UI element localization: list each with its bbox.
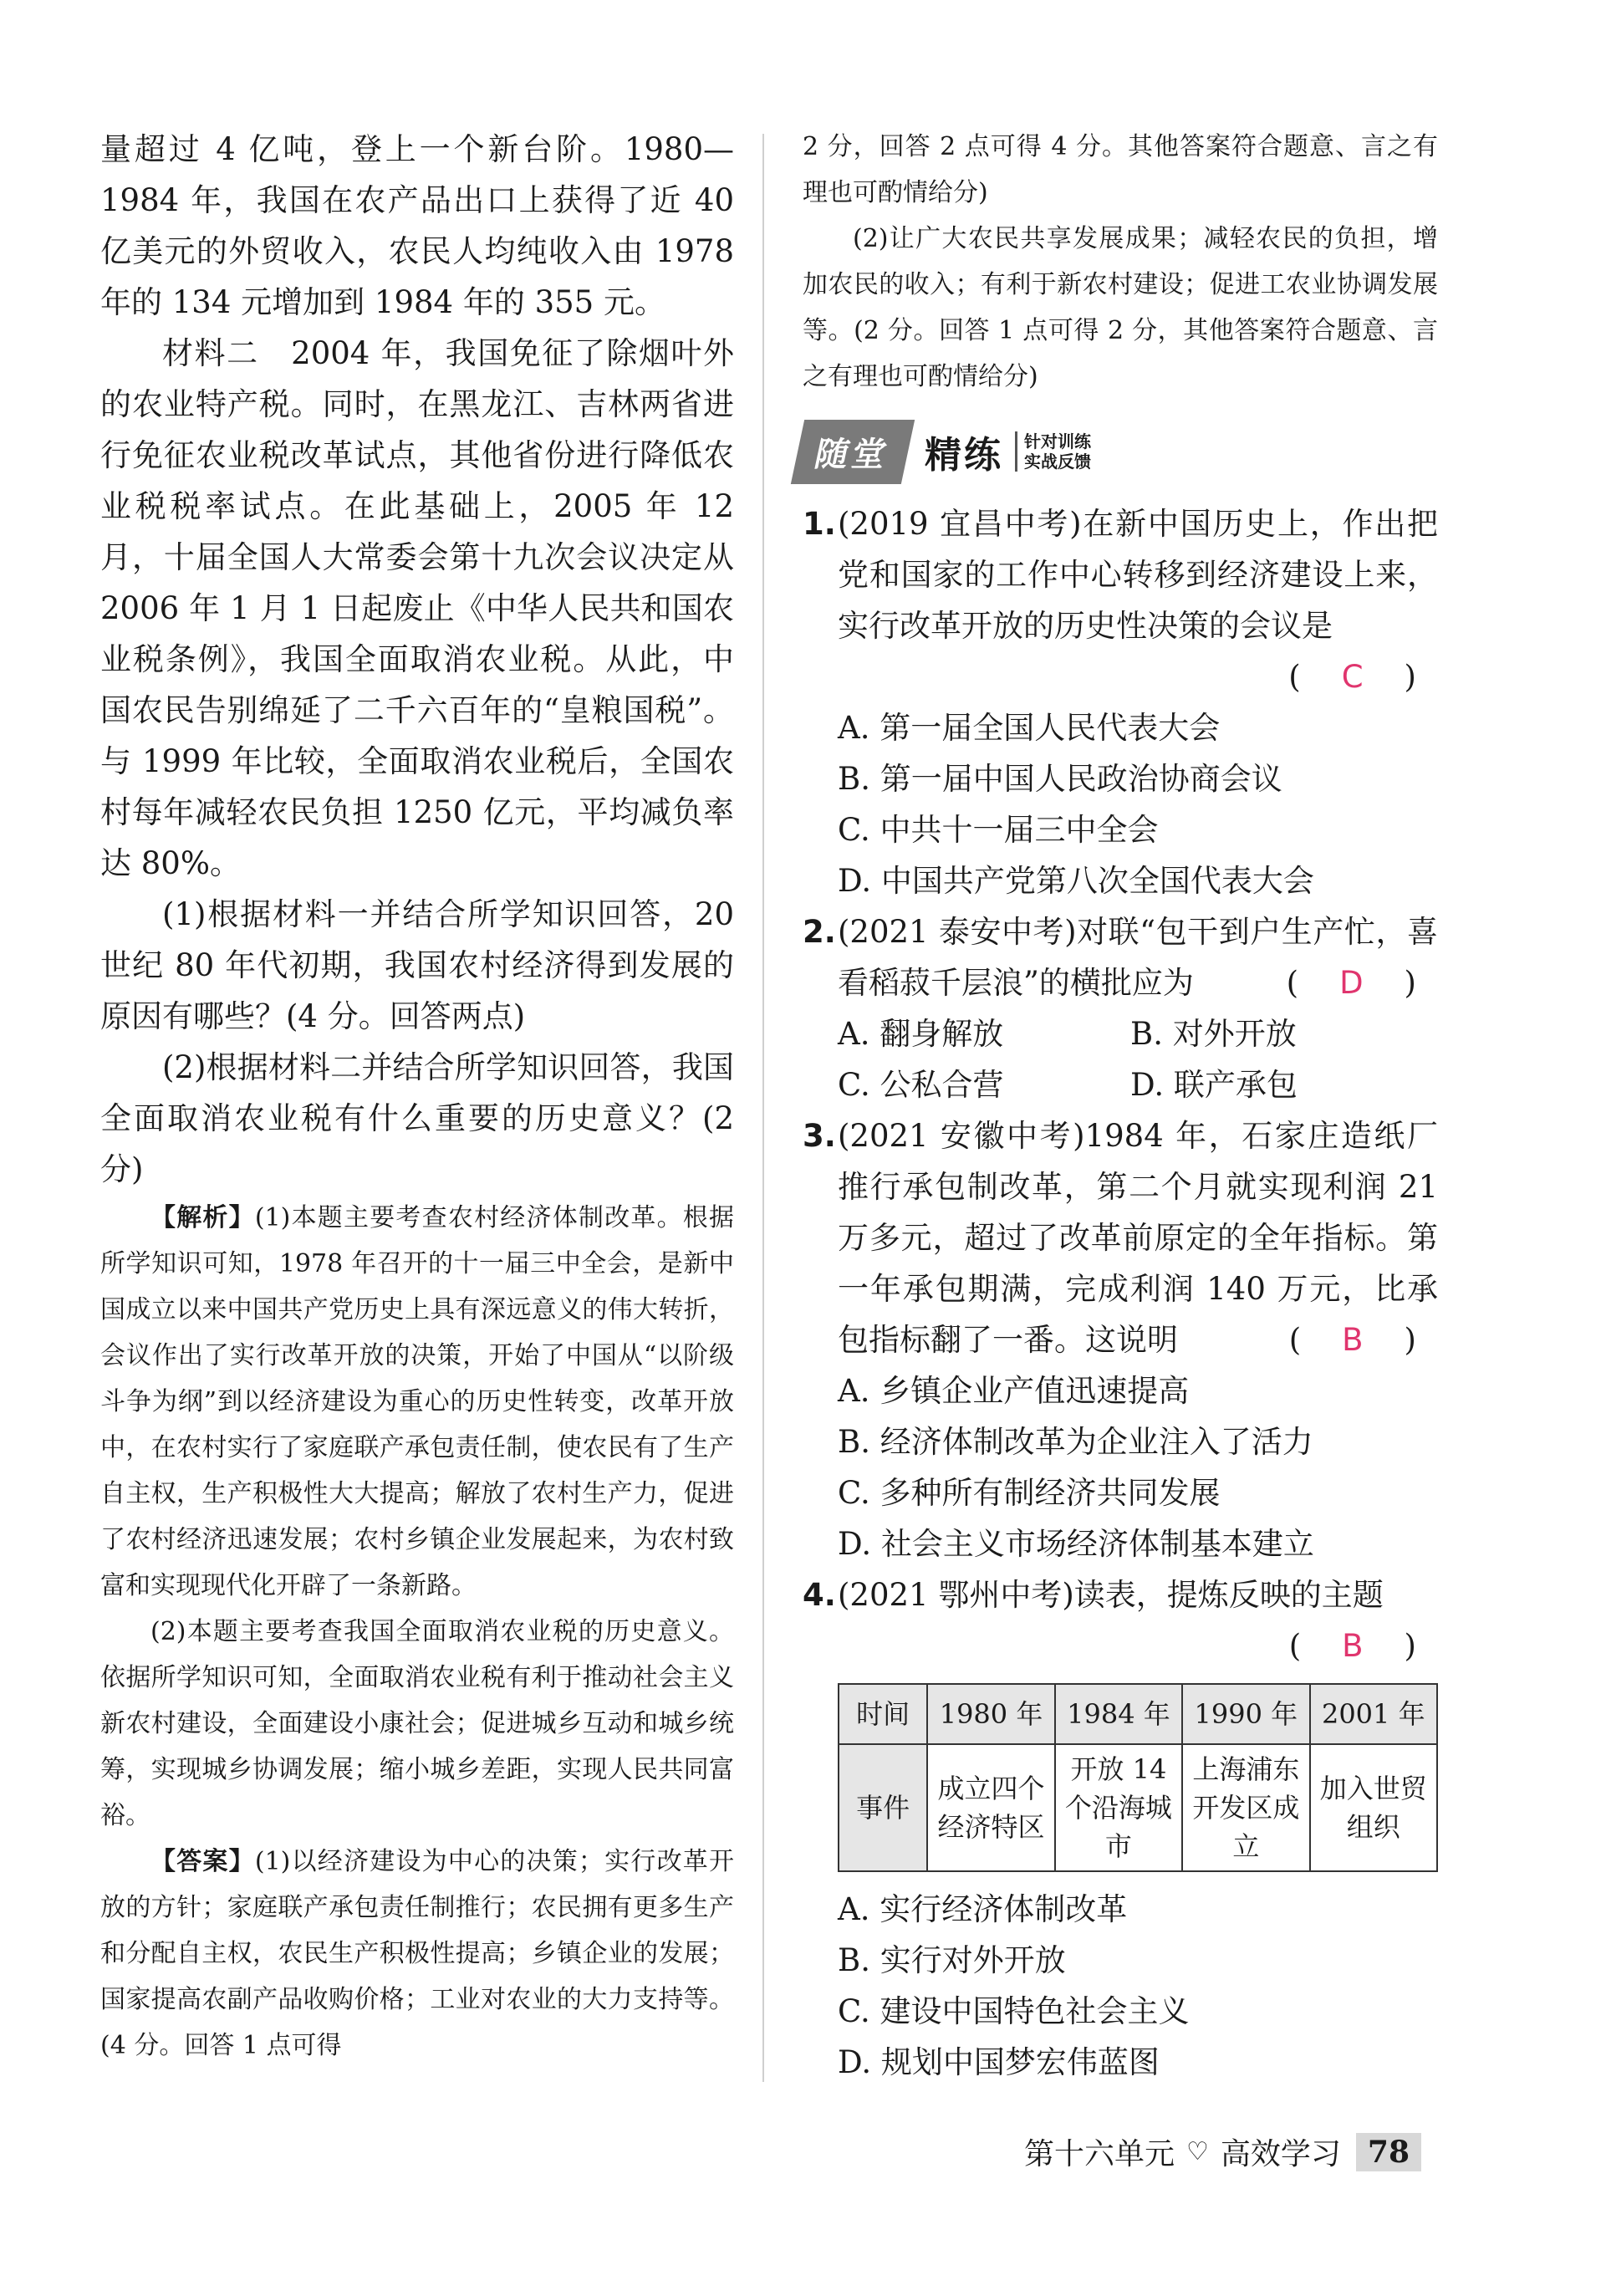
mcq-1 (803, 498, 1438, 651)
table-row (839, 1744, 1437, 1871)
section-banner (798, 416, 1438, 487)
mcq-1-number: 1. (803, 506, 836, 542)
answer-paragraph-1 (100, 1839, 734, 2069)
footer-unit: 第十六单元 (1023, 2137, 1175, 2171)
banner-sub-2: 实战反馈 (1024, 452, 1091, 472)
mcq-4-answer: ( B ) (1288, 1628, 1421, 1664)
mcq-3-option-d: D. 社会主义市场经济体制基本建立 (838, 1526, 1314, 1562)
mcq-2-option-c: C. 公私合营 (838, 1067, 1004, 1103)
table-year-1980: 1980 年 (927, 1684, 1054, 1744)
answer-text-1: (1)以经济建设为中心的决策；实行改革开放的方针；家庭联产承包责任制推行；农民拥有更多生产和分配自主权，农民生产积极性提高；乡镇企业的发展；国家提高农副产品收购价格；工业对农业的大力支持等。(4 分。回答 1 点可得 (100, 1847, 734, 2060)
analysis-text-1: (1)本题主要考查农村经济体制改革。根据所学知识可知，1978 年召开的十一届三中全会，是新中国成立以来中国共产党历史上具有深远意义的伟大转折，会议作出了实行改革开放的决策，开始了中国从“以阶级斗争为纲”到以经济建设为重心的历史性转变，改革开放中，在农村实行了家庭联产承包责任制，使农民有了生产自主权，生产积极性大大提高；解放了农村生产力，促进了农村经济迅速发展；农村乡镇企业发展起来，为农村致富和实现现代化开辟了一条新路。 (100, 1203, 734, 1600)
page-footer (1024, 2130, 1421, 2173)
analysis-tag: 【解析】 (150, 1203, 255, 1232)
mcq-1-option-d: D. 中国共产党第八次全国代表大会 (838, 863, 1314, 899)
mcq-2-number: 2. (803, 914, 836, 950)
mcq-3 (803, 1110, 1438, 1365)
mcq-1-answer-letter: C (1341, 659, 1369, 695)
mcq-3-stem: (2021 安徽中考)1984 年，石家庄造纸厂推行承包制改革，第二个月就实现利润 21 万多元，超过了改革前原定的全年指标。第一年承包期满，完成利润 140 万元，比承包指标翻了一番。这说明 (838, 1118, 1438, 1358)
mcq-1-stem: (2019 宜昌中考)在新中国历史上，作出把党和国家的工作中心转移到经济建设上来，实行改革开放的历史性决策的会议是 (838, 506, 1438, 644)
mcq-3-number: 3. (803, 1118, 836, 1154)
mcq-1-option-b: B. 第一届中国人民政治协商会议 (838, 761, 1282, 797)
mcq-2 (803, 906, 1438, 1008)
mcq-2-answer: ( D ) (1286, 965, 1421, 1001)
footer-label: 高效学习 (1220, 2137, 1341, 2171)
banner-subtitle (1015, 431, 1091, 472)
material-one-tail: 量超过 4 亿吨，登上一个新台阶。1980—1984 年，我国在农产品出口上获得了近 40 亿美元的外贸收入，农民人均纯收入由 1978 年的 134 元增加到 1984 年的 355 元。 (100, 131, 734, 320)
banner-sub-1: 针对训练 (1024, 431, 1091, 452)
mcq-1-answer: ( C ) (1288, 659, 1421, 695)
heart-icon: ♡ (1185, 2137, 1209, 2166)
table-row (839, 1684, 1437, 1744)
mcq-4-option-b: B. 实行对外开放 (838, 1942, 1066, 1978)
banner-title-2: 精练 (925, 434, 1003, 477)
mcq-2-option-d: D. 联产承包 (1130, 1067, 1298, 1103)
question-2: (2)根据材料二并结合所学知识回答，我国全面取消农业税有什么重要的历史意义？(2 分) (100, 1049, 734, 1187)
mcq-1-option-c: C. 中共十一届三中全会 (838, 812, 1159, 848)
analysis-paragraph-1 (100, 1195, 734, 1609)
table-row-label-event: 事件 (839, 1744, 927, 1871)
answer-1-tail: 2 分，回答 2 点可得 4 分。其他答案符合题意、言之有理也可酌情给分) (803, 132, 1438, 207)
mcq-4-option-d: D. 规划中国梦宏伟蓝图 (838, 2044, 1160, 2080)
column-divider (762, 134, 764, 2082)
table-row-label-time: 时间 (839, 1684, 927, 1744)
mcq-2-option-b: B. 对外开放 (1130, 1016, 1297, 1052)
mcq-3-answer-letter: B (1342, 1322, 1369, 1358)
mcq-3-option-a: A. 乡镇企业产值迅速提高 (838, 1373, 1190, 1409)
right-column (803, 124, 1438, 2088)
mcq-2-stem: (2021 泰安中考)对联“包干到户生产忙，喜看稻菽千层浪”的横批应为 (838, 914, 1438, 1001)
mcq-4-stem: (2021 鄂州中考)读表，提炼反映的主题 (838, 1577, 1384, 1613)
mcq-4 (803, 1569, 1438, 1620)
table-year-2001: 2001 年 (1310, 1684, 1437, 1744)
material-two: 材料二 2004 年，我国免征了除烟叶外的农业特产税。同时，在黑龙江、吉林两省进行免征农业税改革试点，其他省份进行降低农业税税率试点。在此基础上，2005 年 12 月，十届全国人大常委会第十九次会议决定从 2006 年 1 月 1 日起废止《中华人民共和国农业税条例》，我国全面取消农业税。从此，中国农民告别绵延了二千六百年的“皇粮国税”。与 1999 年比较，全面取消农业税后，全国农村每年减轻农民负担 1250 亿元，平均减负率达 80%。 (100, 335, 734, 881)
mcq-2-option-a: A. 翻身解放 (838, 1016, 1004, 1052)
table-event-2001: 加入世贸组织 (1310, 1744, 1437, 1871)
mcq-2-options-row-2 (803, 1059, 1438, 1110)
mcq-3-option-b: B. 经济体制改革为企业注入了活力 (838, 1424, 1313, 1460)
mcq-2-options-row-1 (803, 1008, 1438, 1059)
events-table (838, 1683, 1438, 1872)
table-year-1990: 1990 年 (1182, 1684, 1309, 1744)
page-number: 78 (1356, 2133, 1421, 2171)
table-event-1984: 开放 14 个沿海城市 (1055, 1744, 1182, 1871)
left-column (100, 124, 734, 2069)
table-event-1980: 成立四个经济特区 (927, 1744, 1054, 1871)
mcq-2-answer-letter: D (1339, 965, 1369, 1001)
question-1: (1)根据材料一并结合所学知识回答，20 世纪 80 年代初期，我国农村经济得到发展的原因有哪些？(4 分。回答两点) (100, 896, 734, 1034)
mcq-4-option-a: A. 实行经济体制改革 (838, 1891, 1128, 1927)
mcq-1-option-a: A. 第一届全国人民代表大会 (838, 710, 1221, 746)
table-event-1990: 上海浦东开发区成立 (1182, 1744, 1309, 1871)
mcq-3-option-c: C. 多种所有制经济共同发展 (838, 1475, 1221, 1511)
mcq-4-answer-letter: B (1342, 1628, 1369, 1664)
banner-title-1: 随堂 (791, 420, 915, 484)
mcq-4-number: 4. (803, 1577, 836, 1613)
table-year-1984: 1984 年 (1055, 1684, 1182, 1744)
answer-2: (2)让广大农民共享发展成果；减轻农民的负担，增加农民的收入；有利于新农村建设；促进工农业协调发展等。(2 分。回答 1 点可得 2 分，其他答案符合题意、言之有理也可酌情给分) (803, 224, 1438, 391)
analysis-paragraph-2: (2)本题主要考查我国全面取消农业税的历史意义。依据所学知识可知，全面取消农业税有利于推动社会主义新农村建设，全面建设小康社会；促进城乡互动和城乡统筹，实现城乡协调发展；缩小城乡差距，实现人民共同富裕。 (100, 1617, 734, 1830)
mcq-3-answer: ( B ) (1288, 1322, 1421, 1358)
answer-tag: 【答案】 (150, 1847, 255, 1876)
mcq-4-option-c: C. 建设中国特色社会主义 (838, 1993, 1190, 2029)
